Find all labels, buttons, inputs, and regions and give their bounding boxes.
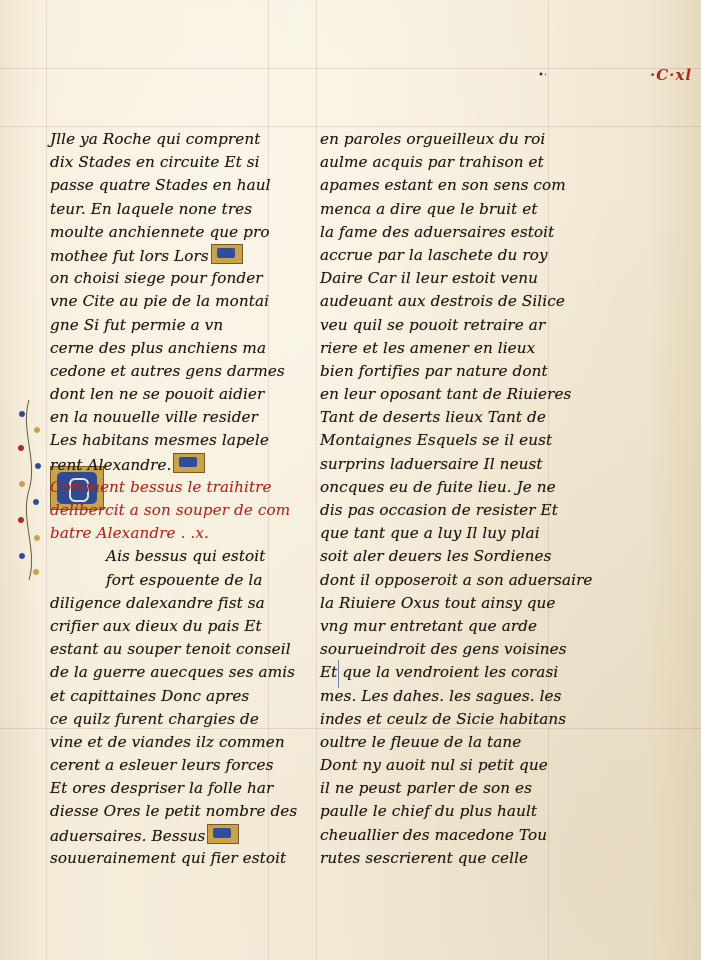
border-vine-ornament — [12, 400, 46, 580]
text-line: estant au souper tenoit conseil — [50, 640, 291, 659]
text-line: en paroles orgueilleux du roi — [320, 130, 546, 148]
text-line: teur. En laquele none tres — [50, 199, 253, 218]
text-line: en leur oposant tant de Riuieres — [320, 385, 572, 404]
text-line: apames estant en son sens com — [320, 176, 566, 195]
text-line: rent Alexandre. — [50, 453, 282, 476]
text-line: Comment bessus le traihitre — [50, 477, 272, 496]
text-line: crifier aux dieux du pais Et — [50, 616, 262, 635]
decorated-initial — [207, 824, 239, 844]
text-line: moulte anchiennete que pro — [50, 222, 270, 241]
text-line: dont il opposeroit a son aduersaire — [320, 570, 593, 589]
text-line: vng mur entretant que arde — [320, 616, 538, 635]
text-line: cerne des plus anchiens ma — [50, 338, 267, 357]
text-line: on choisi siege pour fonder — [50, 269, 263, 288]
text-line: aulme acquis par trahison et — [320, 153, 544, 172]
text-line: en la nouuelle ville resider — [50, 408, 258, 427]
decorated-initial — [173, 453, 205, 473]
text-line: la Riuiere Oxus tout ainsy que — [320, 593, 556, 612]
text-line: surprins laduersaire Il neust — [320, 454, 543, 473]
text-line: Et ores despriser la folle har — [50, 779, 274, 798]
text-line: aduersaires. Bessus — [50, 824, 282, 847]
text-line: Dont ny auoit nul si petit que — [320, 756, 548, 775]
text-line: batre Alexandre . .x. — [50, 524, 209, 543]
text-line: audeuant aux destrois de Silice — [320, 292, 565, 311]
text-line: Ais bessus qui estoit — [106, 547, 266, 566]
text-line: cerent a esleuer leurs forces — [50, 756, 274, 775]
marginal-flourish — [338, 660, 363, 688]
text-line: dix Stades en circuite Et si — [50, 153, 260, 172]
text-line: gne Si fut permie a vn — [50, 315, 224, 334]
text-line: diligence dalexandre fist sa — [50, 593, 265, 612]
marginal-dots: •· — [538, 70, 548, 81]
ruling-line — [0, 126, 701, 127]
folio-number: ·C·xl — [650, 66, 693, 84]
text-line: et capittaines Donc apres — [50, 686, 250, 705]
text-line: Les habitans mesmes lapele — [50, 431, 269, 450]
text-line: veu quil se pouoit retraire ar — [320, 315, 546, 334]
text-line: delibercit a son souper de com — [50, 501, 291, 519]
text-line: souuerainement qui fier estoit — [50, 848, 287, 867]
text-line: oncques eu de fuite lieu. Je ne — [320, 477, 556, 496]
text-line: Et que la vendroient les corasi — [320, 663, 559, 682]
text-line: oultre le fleuue de la tane — [320, 732, 522, 751]
right-text-column — [320, 128, 593, 870]
text-line: cheuallier des macedone Tou — [320, 825, 548, 844]
text-line: dis pas occasion de resister Et — [320, 501, 558, 519]
text-line: la fame des aduersaires estoit — [320, 222, 555, 241]
text-line: accrue par la laschete du roy — [320, 245, 548, 264]
text-line: cedone et autres gens darmes — [50, 361, 285, 380]
text-line: menca a dire que le bruit et — [320, 199, 538, 218]
text-line: paulle le chief du plus hault — [320, 802, 538, 821]
text-line: de la guerre auecques ses amis — [50, 663, 296, 682]
text-line: Jlle ya Roche qui comprent — [50, 130, 261, 148]
text-line: soit aler deuers les Sordienes — [320, 547, 552, 566]
text-line: mothee fut lors Lors — [50, 244, 282, 267]
text-line: fort espouente de la — [106, 570, 263, 589]
text-line: passe quatre Stades en haul — [50, 176, 271, 195]
text-line: indes et ceulz de Sicie habitans — [320, 709, 567, 728]
text-line: sourueindroit des gens voisines — [320, 640, 567, 659]
text-line: il ne peust parler de son es — [320, 779, 532, 798]
text-line: ce quilz furent chargies de — [50, 709, 259, 728]
text-line: Tant de deserts lieux Tant de — [320, 408, 546, 427]
text-line: diesse Ores le petit nombre des — [50, 802, 298, 821]
text-line: dont len ne se pouoit aidier — [50, 385, 265, 404]
text-line: Montaignes Esquels se il eust — [320, 431, 553, 450]
ruling-line — [0, 68, 701, 69]
ruling-line — [46, 0, 47, 960]
text-line: vine et de viandes ilz commen — [50, 732, 285, 751]
decorated-initial — [211, 244, 243, 264]
text-line: riere et les amener en lieux — [320, 338, 536, 357]
left-text-column — [50, 128, 298, 870]
text-line: vne Cite au pie de la montai — [50, 292, 270, 311]
text-line: Daire Car il leur estoit venu — [320, 269, 539, 288]
text-line: bien fortifies par nature dont — [320, 361, 548, 380]
text-line: mes. Les dahes. les sagues. les — [320, 686, 562, 705]
text-line: que tant que a luy Il luy plai — [320, 524, 540, 543]
text-line: rutes sescrierent que celle — [320, 848, 529, 867]
ruling-line — [316, 0, 317, 960]
